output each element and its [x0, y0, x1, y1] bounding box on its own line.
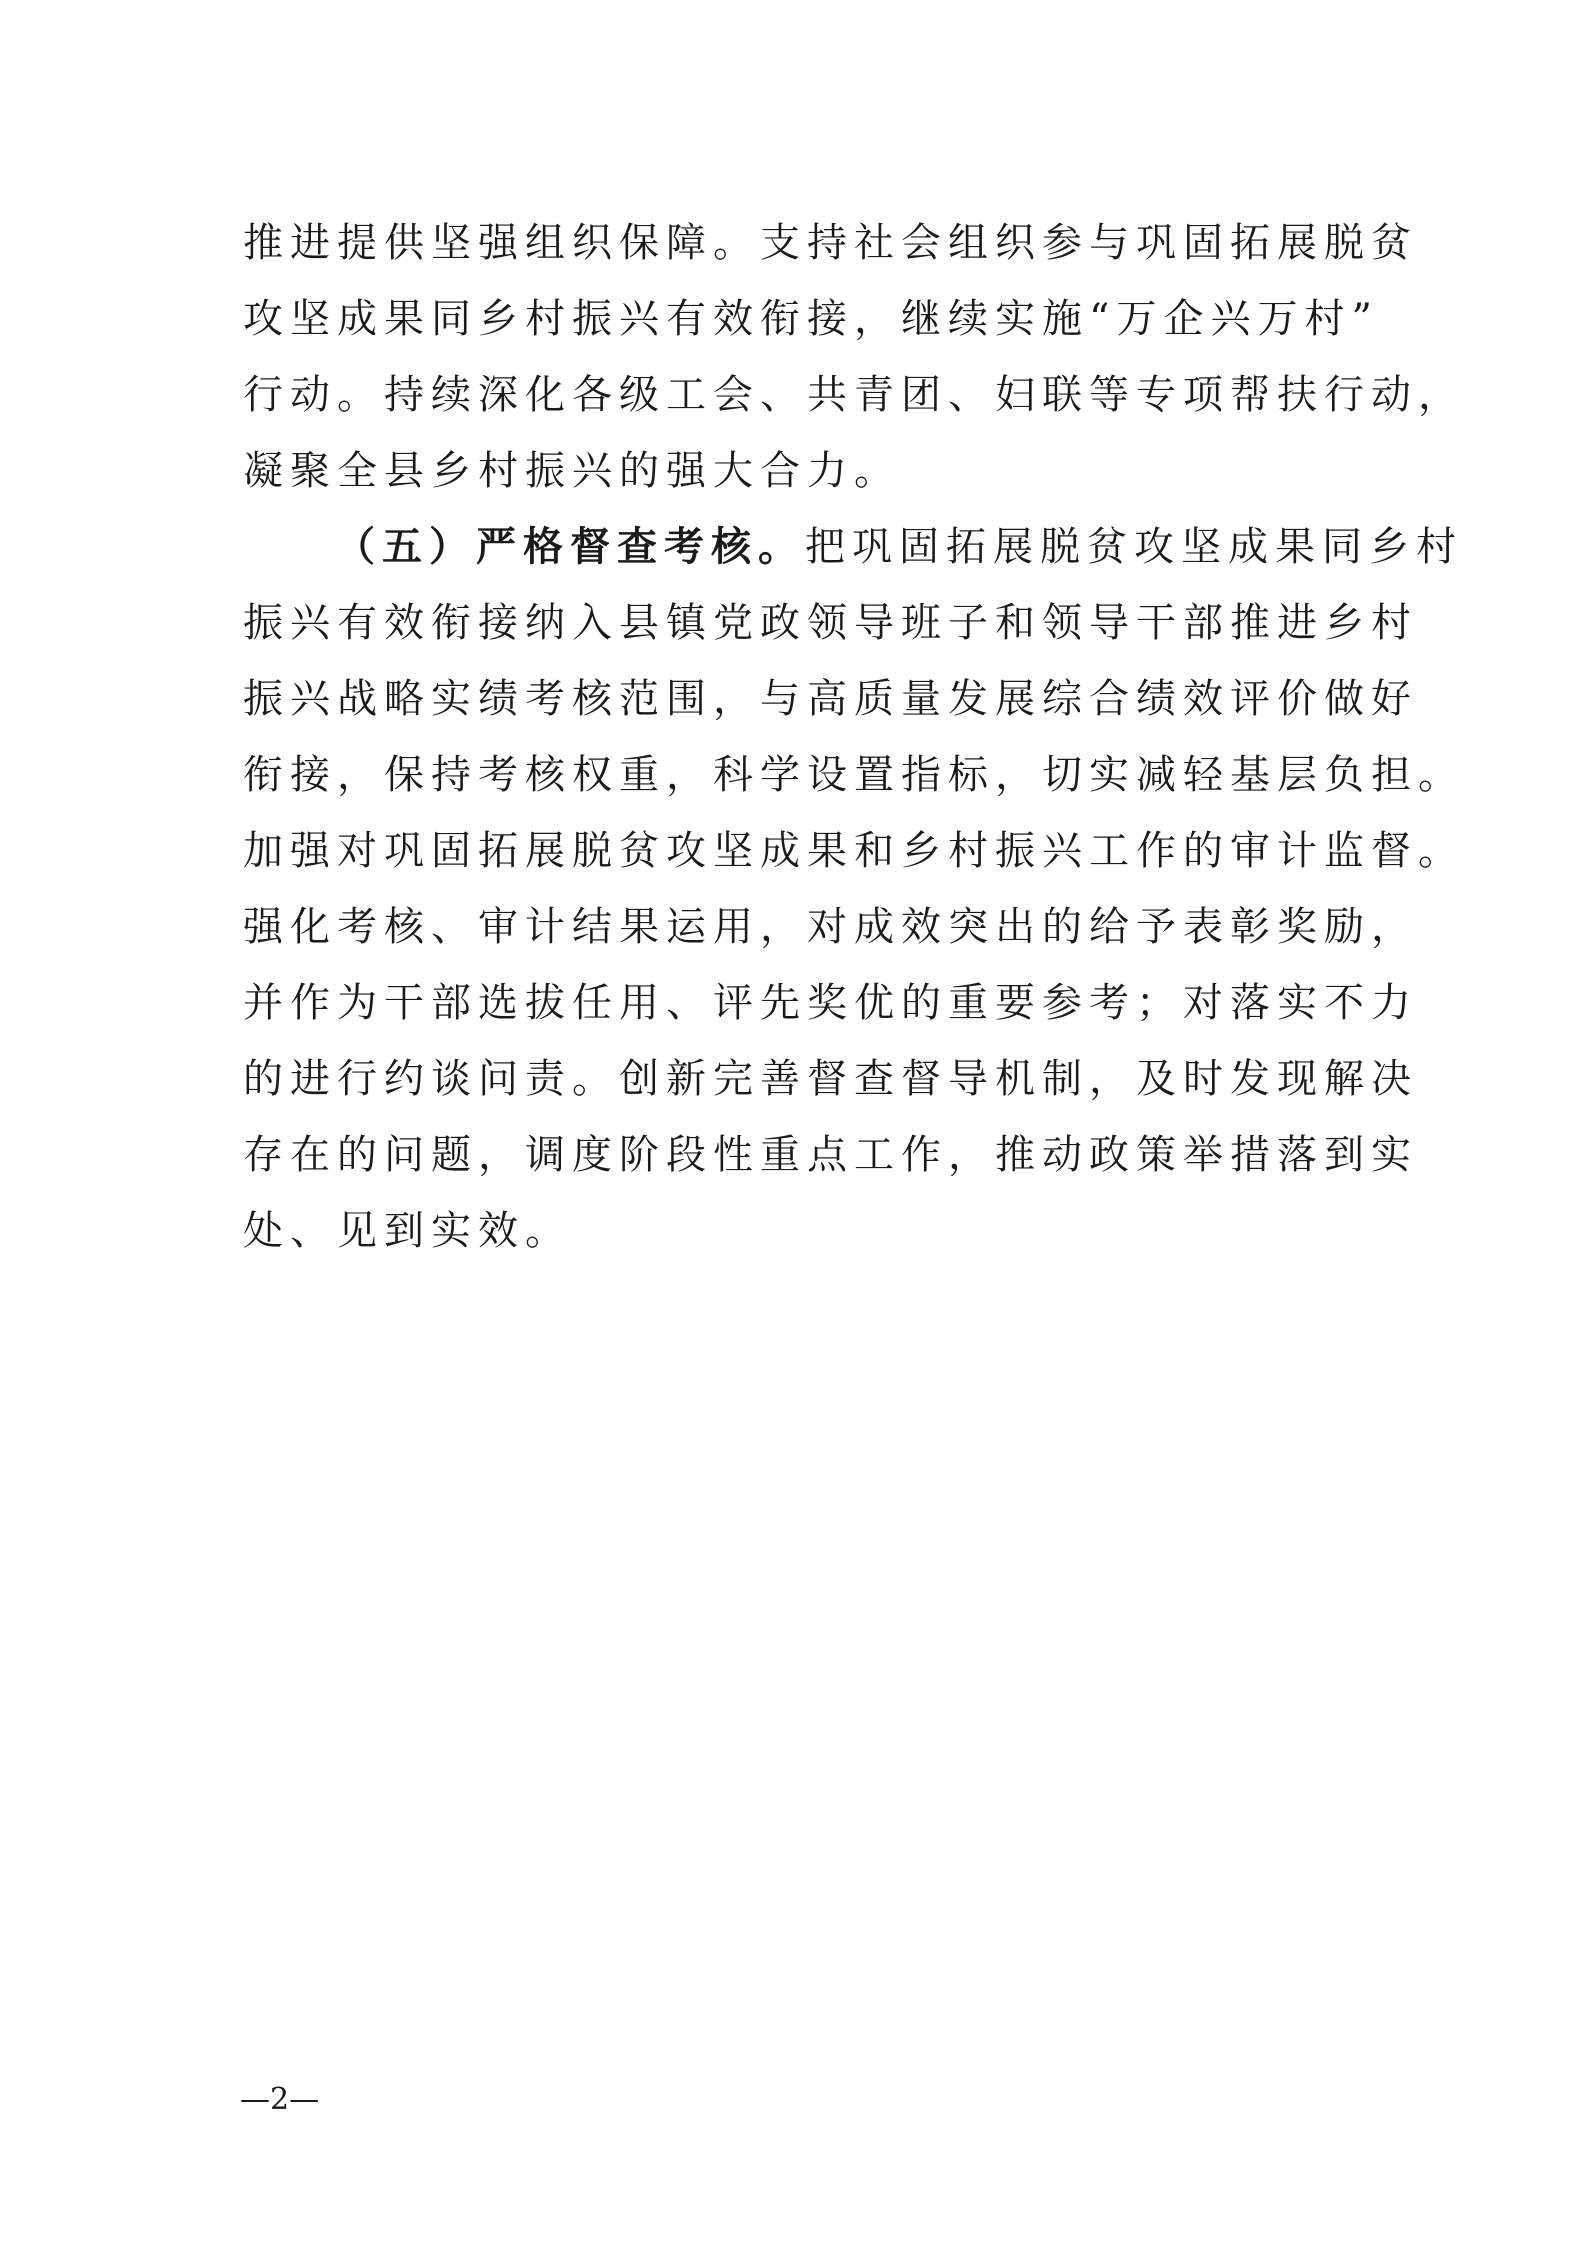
- paragraph-line: 行动。持续深化各级工会、共青团、妇联等专项帮扶行动，: [243, 372, 1465, 418]
- section-first-line: [243, 509, 1463, 585]
- paragraph-line: 加强对巩固拓展脱贫攻坚成果和乡村振兴工作的审计监督。: [243, 828, 1465, 874]
- paragraph-line: 的进行约谈问责。创新完善督查督导机制，及时发现解决: [243, 1056, 1418, 1102]
- paragraph-line: 处、见到实效。: [243, 1208, 572, 1254]
- paragraph-line: 振兴有效衔接纳入县镇党政领导班子和领导干部推进乡村: [243, 600, 1418, 646]
- paragraph-line: 衔接，保持考核权重，科学设置指标，切实减轻基层负担。: [243, 752, 1465, 798]
- paragraph-line: 振兴战略实绩考核范围，与高质量发展综合绩效评价做好: [243, 676, 1418, 722]
- body-text: [243, 205, 1465, 1269]
- paragraph-line: 并作为干部选拔任用、评先奖优的重要参考；对落实不力: [243, 980, 1418, 1026]
- paragraph-line: 推进提供坚强组织保障。支持社会组织参与巩固拓展脱贫: [243, 220, 1418, 266]
- paragraph-line: 攻坚成果同乡村振兴有效衔接，继续实施“万企兴万村”: [243, 296, 1379, 342]
- paragraph-line: 强化考核、审计结果运用，对成效突出的给予表彰奖励，: [243, 904, 1418, 950]
- section-first-line-text: 把巩固拓展脱贫攻坚成果同乡村: [805, 524, 1463, 570]
- page-number: —2—: [240, 2082, 320, 2117]
- section-heading: （五）严格督查考核。: [335, 523, 805, 570]
- paragraph-line: 存在的问题，调度阶段性重点工作，推动政策举措落到实: [243, 1132, 1418, 1178]
- paragraph-line: 凝聚全县乡村振兴的强大合力。: [243, 448, 901, 494]
